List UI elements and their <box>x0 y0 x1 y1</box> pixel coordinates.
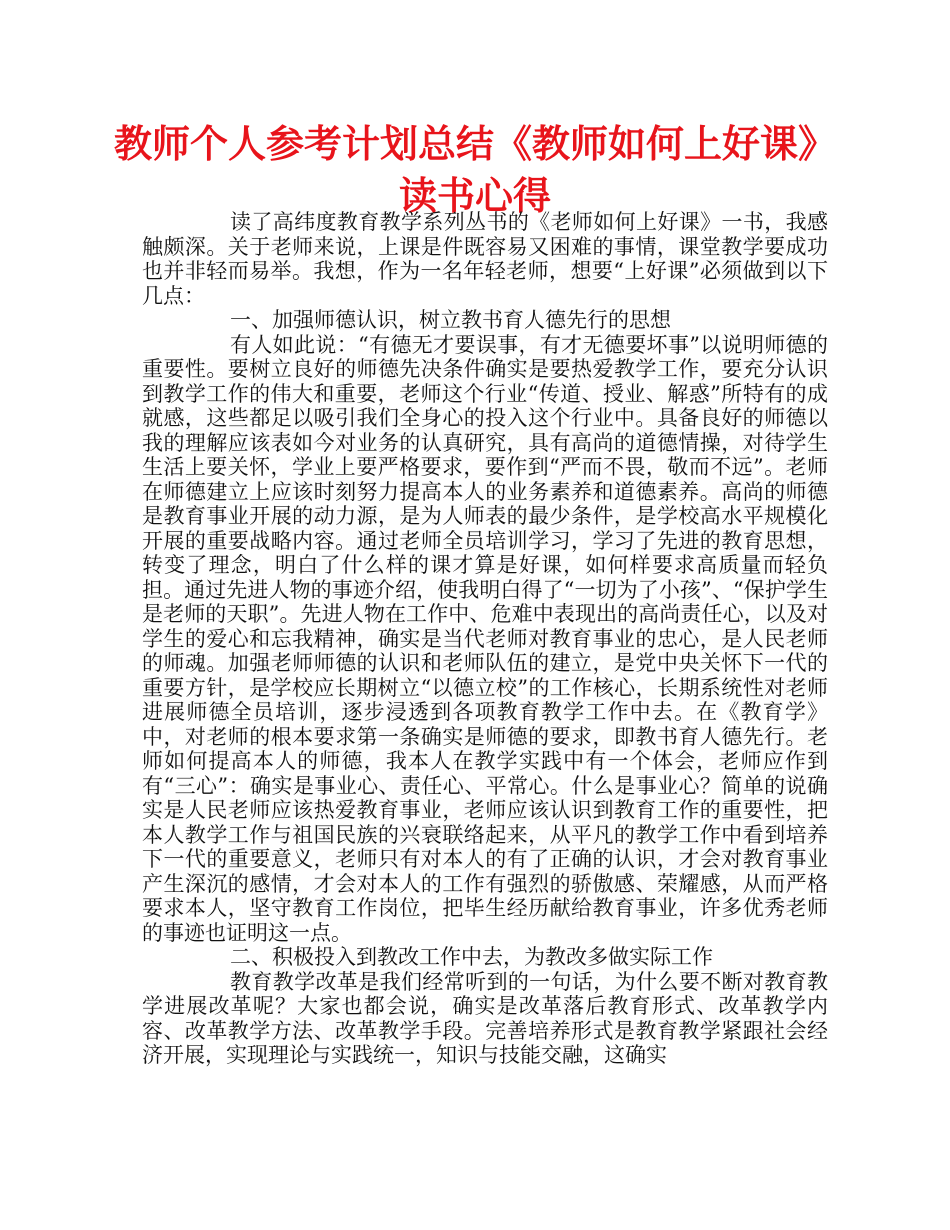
paragraph-teacher-ethics: 有人如此说：“有德无才要误事，有才无德要坏事”以说明师德的重要性。要树立良好的师德先决条件确实是要热爱教学工作，要充分认识到教学工作的伟大和重要，老师这个行业“传道、授业、解惑”所特有的成就感，这些都足以吸引我们全身心的投入这个行业中。具备良好的师德以我的理解应该表如今对业务的认真研究，具有高尚的道德情操，对待学生生活上要关怀，学业上要严格要求，要作到“严而不畏，敬而不远”。老师在师德建立上应该时刻努力提高本人的业务素养和道德素养。高尚的师德是教育事业开展的动力源，是为人师表的最少条件，是学校高水平规模化开展的重要战略内容。通过老师全员培训学习，学习了先进的教育思想，转变了理念，明白了什么样的课才算是好课，如何样要求高质量而轻负担。通过先进人物的事迹介绍，使我明白得了“一切为了小孩”、“保护学生是老师的天职”。先进人物在工作中、危难中表现出的高尚责任心，以及对学生的爱心和忘我精神，确实是当代老师对教育事业的忠心，是人民老师的师魂。加强老师师德的认识和老师队伍的建立，是党中央关怀下一代的重要方针，是学校应长期树立“以德立校”的工作核心，长期系统性对老师进展师德全员培训，逐步浸透到各项教育教学工作中去。在《教育学》中，对老师的根本要求第一条确实是师德的要求，即教书育人德先行。老师如何提高本人的师德，我本人在教学实践中有一个体会，老师应作到有“三心”：确实是事业心、责任心、平常心。什么是事业心？简单的说确实是人民老师应该热爱教育事业，老师应该认识到教育工作的重要性，把本人教学工作与祖国民族的兴衰联络起来，从平凡的教学工作中看到培养下一代的重要意义，老师只有对本人的有了正确的认识，才会对教育事业产生深沉的感情，才会对本人的工作有强烈的骄傲感、荣耀感，从而严格要求本人，坚守教育工作岗位，把毕生经历献给教育事业，许多优秀老师的事迹也证明这一点。 <box>142 332 828 945</box>
paragraph-teaching-reform: 教育教学改革是我们经常听到的一句话，为什么要不断对教育教学进展改革呢？大家也都会说，确实是改革落后教育形式、改革教学内容、改革教学方法、改革教学手段。完善培养形式是教育教学紧跟社会经济开展，实现理论与实践统一，知识与技能交融，这确实 <box>142 969 828 1067</box>
document-title: 教师个人参考计划总结《教师如何上好课》读书心得 <box>113 122 836 218</box>
section-heading-2: 二、积极投入到教改工作中去，为教改多做实际工作 <box>230 945 713 969</box>
document-body <box>142 210 828 1068</box>
paragraph-intro: 读了高纬度教育教学系列丛书的《老师如何上好课》一书，我感触颇深。关于老师来说，上课是件既容易又困难的事情，课堂教学要成功也并非轻而易举。我想，作为一名年轻老师，想要“上好课”必须做到以下几点： <box>142 210 828 308</box>
section-heading-1: 一、加强师德认识，树立教书育人德先行的思想 <box>230 308 671 332</box>
